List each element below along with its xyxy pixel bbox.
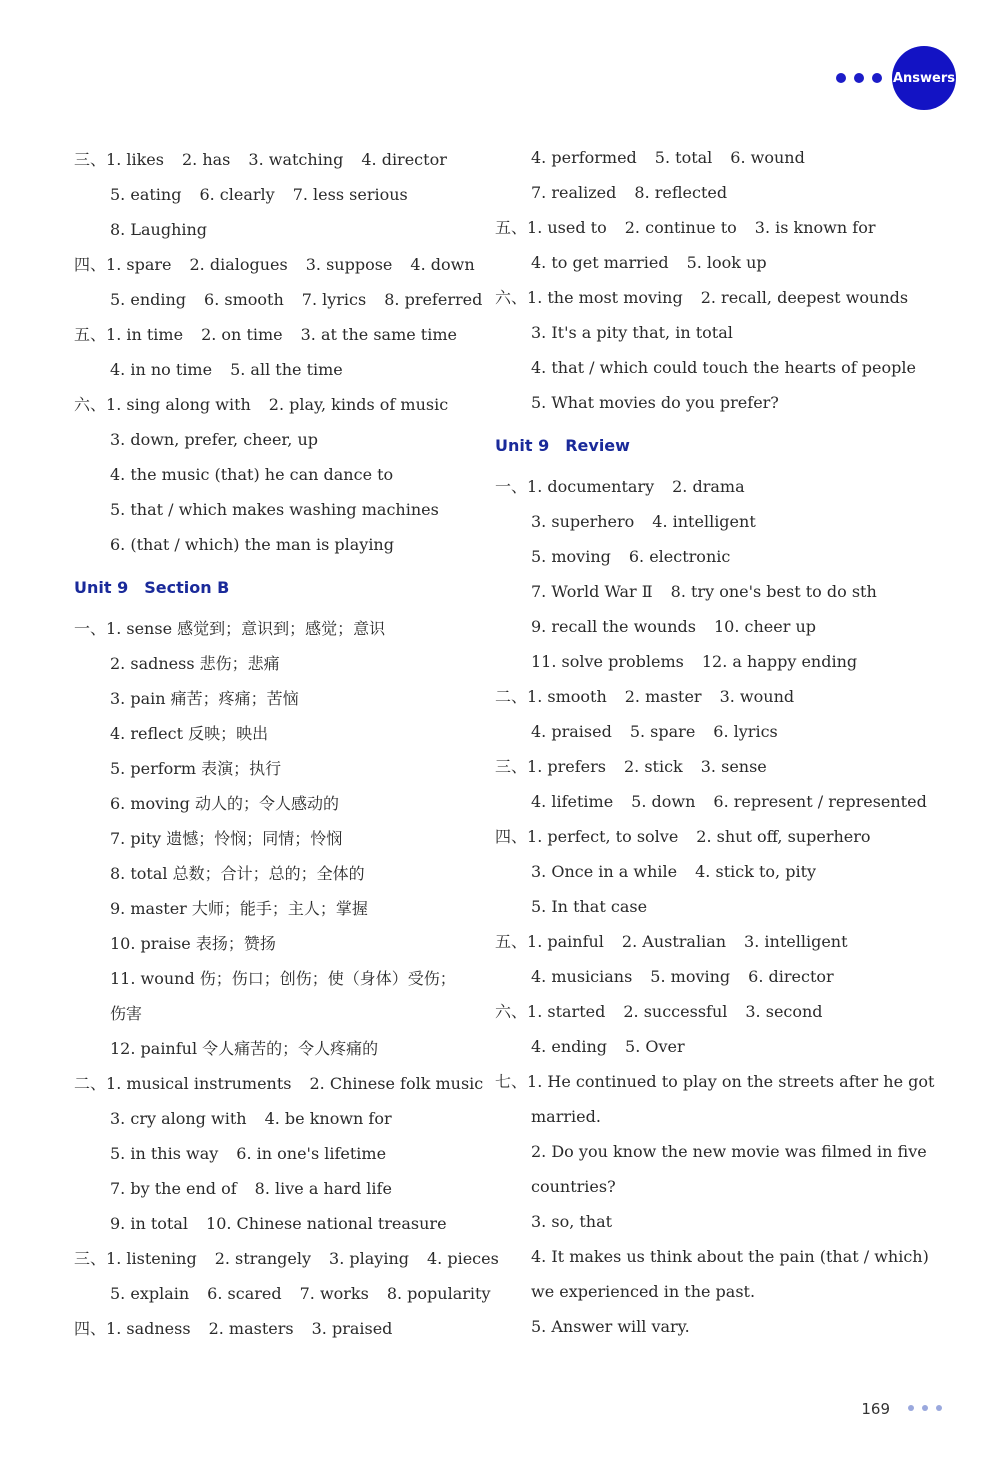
answer-line — [495, 827, 889, 847]
question-number: 五、 — [74, 325, 107, 344]
answer-line — [110, 1144, 404, 1164]
answer-item: 1. perfect, to solve — [527, 827, 679, 846]
answer-line — [110, 794, 357, 814]
question-number: 二、 — [74, 1074, 107, 1093]
answer-item: 3. playing — [329, 1249, 409, 1268]
answer-item: 4. It makes us think about the pain (that / which) — [531, 1247, 929, 1266]
answer-item: 2. continue to — [624, 218, 737, 237]
question-number: 三、 — [74, 150, 107, 169]
answer-line — [531, 967, 852, 987]
unit-label: Unit 9 — [495, 436, 550, 455]
answer-item: 6. wound — [730, 148, 805, 167]
answer-item: 1. listening — [106, 1249, 197, 1268]
answer-item: 9. master 大师；能手；主人；掌握 — [110, 899, 368, 918]
question-number: 四、 — [74, 1319, 107, 1338]
answer-item: 4. intelligent — [652, 512, 756, 531]
answer-item: 2. recall, deepest wounds — [700, 288, 909, 307]
answer-item: 2. stick — [623, 757, 683, 776]
answer-item: 6. moving 动人的；令人感动的 — [110, 794, 339, 813]
answer-item: 7. lyrics — [301, 290, 367, 309]
answer-item: 3. suppose — [305, 255, 393, 274]
answer-item: 8. live a hard life — [254, 1179, 392, 1198]
question-number: 六、 — [495, 1002, 528, 1021]
answer-item: 4. reflect 反映；映出 — [110, 724, 269, 743]
answer-item: 1. likes — [106, 150, 164, 169]
answer-item: 2. sadness 悲伤；悲痛 — [110, 654, 280, 673]
answer-item: 8. try one's best to do sth — [670, 582, 877, 601]
answer-line — [110, 535, 412, 555]
answer-line — [495, 687, 812, 707]
question-number: 三、 — [74, 1249, 107, 1268]
answer-item: 9. in total — [110, 1214, 189, 1233]
answer-line — [110, 829, 360, 849]
question-number: 一、 — [495, 477, 528, 496]
page-dots — [900, 1405, 942, 1411]
answer-line — [110, 1214, 465, 1234]
answer-item: 1. documentary — [527, 477, 655, 496]
answer-line — [74, 255, 493, 275]
decor-dot — [872, 73, 882, 83]
answer-item: 6. (that / which) the man is playing — [110, 535, 394, 554]
answer-item: 1. used to — [527, 218, 607, 237]
answer-item: 4. in no time — [110, 360, 213, 379]
answer-item: 5. all the time — [230, 360, 343, 379]
answer-item: 1. smooth — [527, 687, 607, 706]
answer-item: 3. sense — [700, 757, 767, 776]
answer-item: 3. It's a pity that, in total — [531, 323, 733, 342]
answer-item: 6. electronic — [628, 547, 731, 566]
answer-line — [531, 183, 745, 203]
answer-item: 5. spare — [629, 722, 696, 741]
answer-item: 6. director — [748, 967, 834, 986]
answer-item: 5. total — [654, 148, 713, 167]
answer-item: 6. scared — [207, 1284, 282, 1303]
answer-item: 7. works — [299, 1284, 369, 1303]
answer-line — [110, 724, 286, 744]
answer-line — [531, 652, 875, 672]
answer-line — [110, 430, 336, 450]
answer-item: 5. explain — [110, 1284, 190, 1303]
answer-line — [531, 358, 934, 378]
answer-line — [531, 1037, 703, 1057]
answer-item: 2. successful — [623, 1002, 728, 1021]
answer-item: 10. praise 表扬；赞扬 — [110, 934, 276, 953]
answer-item: 5. down — [631, 792, 696, 811]
answer-item: 5. Answer will vary. — [531, 1317, 690, 1336]
answer-item: 4. ending — [531, 1037, 608, 1056]
answer-line — [495, 218, 893, 238]
answer-line — [110, 934, 294, 954]
answer-line — [110, 1179, 410, 1199]
unit-label: Unit 9 — [74, 578, 129, 597]
answer-item: 8. Laughing — [110, 220, 208, 239]
answer-line — [74, 325, 475, 345]
answer-item: 8. preferred — [384, 290, 483, 309]
answer-item: 8. popularity — [386, 1284, 491, 1303]
section-heading — [74, 578, 229, 597]
answer-line — [531, 1212, 630, 1232]
answer-line — [495, 757, 785, 777]
answer-item: 2. drama — [672, 477, 745, 496]
answer-item: 10. Chinese national treasure — [206, 1214, 447, 1233]
answer-item: 4. down — [410, 255, 475, 274]
answer-line — [531, 253, 785, 273]
answer-line — [531, 862, 834, 882]
answer-item: 3. intelligent — [744, 932, 848, 951]
answer-item: 4. stick to, pity — [695, 862, 817, 881]
answer-item: 9. recall the wounds — [531, 617, 696, 636]
answer-item: 3. is known for — [754, 218, 876, 237]
answer-item: 11. wound 伤；伤口；创伤；使（身体）受伤； — [110, 969, 456, 988]
answer-line — [531, 1107, 619, 1127]
question-number: 六、 — [74, 395, 107, 414]
answer-item: countries? — [531, 1177, 616, 1196]
answer-item: 3. wound — [719, 687, 795, 706]
answer-line — [531, 512, 774, 532]
answer-item: 1. the most moving — [527, 288, 683, 307]
answer-line — [531, 148, 823, 168]
question-number: 一、 — [74, 619, 107, 638]
answer-line — [110, 220, 225, 240]
answer-item: 7. pity 遗憾；怜悯；同情；怜悯 — [110, 829, 343, 848]
answer-item: 7. by the end of — [110, 1179, 237, 1198]
decor-dot — [936, 1405, 942, 1411]
answer-item: 2. play, kinds of music — [268, 395, 449, 414]
answer-item: 4. pieces — [427, 1249, 499, 1268]
answer-item: 6. smooth — [204, 290, 284, 309]
answer-line — [74, 395, 466, 415]
answer-line — [110, 360, 361, 380]
answer-item: 1. spare — [106, 255, 172, 274]
answer-item: 1. He continued to play on the streets after he got — [527, 1072, 935, 1091]
answer-item: 5. eating — [110, 185, 182, 204]
section-label: Review — [565, 436, 630, 455]
answer-line — [110, 759, 299, 779]
answer-line — [110, 899, 386, 919]
answer-item: 3. second — [745, 1002, 823, 1021]
answer-item: 3. Once in a while — [531, 862, 678, 881]
answer-item: 3. down, prefer, cheer, up — [110, 430, 319, 449]
answer-line — [110, 654, 298, 674]
answer-item: 3. watching — [248, 150, 344, 169]
answer-item: 4. director — [361, 150, 447, 169]
answer-line — [110, 1109, 410, 1129]
answer-line — [110, 969, 474, 989]
answer-item: 2. has — [181, 150, 231, 169]
answer-item: 3. cry along with — [110, 1109, 247, 1128]
answer-item: 4. performed — [531, 148, 637, 167]
answer-line — [110, 864, 383, 884]
answer-item: 2. Do you know the new movie was filmed in five — [531, 1142, 927, 1161]
answer-item: 2. masters — [208, 1319, 294, 1338]
decor-dot — [854, 73, 864, 83]
answer-item: 12. a happy ending — [701, 652, 858, 671]
answer-item: 4. the music (that) he can dance to — [110, 465, 394, 484]
answer-item: 7. less serious — [292, 185, 408, 204]
answer-line — [531, 1177, 634, 1197]
question-number: 七、 — [495, 1072, 528, 1091]
answer-item: 2. on time — [201, 325, 283, 344]
answer-item: 3. so, that — [531, 1212, 613, 1231]
answer-item: 1. prefers — [527, 757, 606, 776]
answer-item: 1. sing along with — [106, 395, 251, 414]
answer-item: 伤害 — [110, 1004, 143, 1023]
answer-line — [74, 150, 465, 170]
answer-line — [531, 547, 748, 567]
answers-badge: Answers — [892, 46, 956, 110]
answer-line — [110, 185, 426, 205]
answer-item: 2. shut off, superhero — [696, 827, 871, 846]
answer-line — [74, 619, 403, 639]
answer-item: 5. moving — [531, 547, 611, 566]
answer-item: 11. solve problems — [531, 652, 684, 671]
answer-item: 5. perform 表演；执行 — [110, 759, 282, 778]
answer-line — [110, 465, 411, 485]
question-number: 五、 — [495, 218, 528, 237]
answers-badge-group — [836, 46, 956, 110]
answer-line — [110, 1004, 160, 1024]
section-label: Section B — [144, 578, 230, 597]
answer-line — [495, 932, 866, 952]
answer-item: 7. realized — [531, 183, 617, 202]
answer-item: 3. pain 痛苦；疼痛；苦恼 — [110, 689, 299, 708]
answer-line — [531, 393, 797, 413]
question-number: 四、 — [495, 827, 528, 846]
answer-item: 4. lifetime — [531, 792, 614, 811]
answer-item: married. — [531, 1107, 601, 1126]
answer-item: 5. Over — [625, 1037, 685, 1056]
answer-item: 6. represent / represented — [713, 792, 927, 811]
answer-item: 1. started — [527, 1002, 606, 1021]
answer-item: 5. moving — [650, 967, 731, 986]
answer-line — [531, 1317, 708, 1337]
answer-item: 1. sadness — [106, 1319, 191, 1338]
answer-item: 1. painful — [527, 932, 604, 951]
decor-dot — [922, 1405, 928, 1411]
answer-item: 5. In that case — [531, 897, 648, 916]
page-number: 169 — [861, 1400, 890, 1418]
answer-line — [495, 477, 763, 497]
answer-line — [495, 288, 926, 308]
question-number: 五、 — [495, 932, 528, 951]
answer-line — [531, 617, 834, 637]
answer-item: 6. clearly — [199, 185, 275, 204]
answer-line — [531, 722, 796, 742]
answer-item: 5. What movies do you prefer? — [531, 393, 779, 412]
question-number: 三、 — [495, 757, 528, 776]
answer-line — [531, 1282, 773, 1302]
answer-item: 5. in this way — [110, 1144, 219, 1163]
answer-item: 10. cheer up — [713, 617, 816, 636]
answer-line — [110, 1284, 509, 1304]
answer-item: 2. master — [624, 687, 702, 706]
answer-item: we experienced in the past. — [531, 1282, 756, 1301]
answer-line — [110, 290, 500, 310]
answer-line — [110, 1039, 396, 1059]
answer-item: 3. at the same time — [300, 325, 457, 344]
answer-item: 1. musical instruments — [106, 1074, 292, 1093]
answer-line — [531, 1247, 947, 1267]
answer-item: 4. musicians — [531, 967, 633, 986]
answer-item: 6. in one's lifetime — [236, 1144, 387, 1163]
answer-item: 5. look up — [686, 253, 767, 272]
answer-item: 1. in time — [106, 325, 184, 344]
answer-item: 6. lyrics — [713, 722, 778, 741]
answer-item: 4. praised — [531, 722, 612, 741]
answer-item: 7. World War Ⅱ — [531, 582, 653, 601]
answer-item: 8. total 总数；合计；总的；全体的 — [110, 864, 365, 883]
answer-line — [495, 1002, 841, 1022]
answer-item: 4. be known for — [264, 1109, 392, 1128]
answer-item: 5. that / which makes washing machines — [110, 500, 439, 519]
answer-item: 2. Chinese folk music — [309, 1074, 484, 1093]
answer-line — [531, 897, 665, 917]
answer-line — [531, 582, 895, 602]
answer-item: 4. that / which could touch the hearts of people — [531, 358, 916, 377]
section-heading — [495, 436, 630, 455]
question-number: 六、 — [495, 288, 528, 307]
answer-item: 2. dialogues — [189, 255, 288, 274]
answer-line — [74, 1319, 410, 1339]
answer-line — [531, 323, 751, 343]
answer-line — [74, 1074, 501, 1094]
answer-item: 2. Australian — [621, 932, 727, 951]
answer-line — [495, 1072, 952, 1092]
answer-line — [74, 1249, 517, 1269]
answer-line — [110, 689, 317, 709]
answer-item: 1. sense 感觉到；意识到；感觉；意识 — [106, 619, 386, 638]
answer-line — [531, 1142, 945, 1162]
decor-dot — [836, 73, 846, 83]
answer-item: 5. ending — [110, 290, 187, 309]
answer-item: 3. superhero — [531, 512, 635, 531]
decor-dot — [908, 1405, 914, 1411]
answer-line — [110, 500, 457, 520]
answer-item: 8. reflected — [634, 183, 728, 202]
answer-item: 3. praised — [311, 1319, 393, 1338]
answer-item: 12. painful 令人痛苦的；令人疼痛的 — [110, 1039, 379, 1058]
answer-item: 4. to get married — [531, 253, 669, 272]
question-number: 二、 — [495, 687, 528, 706]
question-number: 四、 — [74, 255, 107, 274]
answer-line — [531, 792, 945, 812]
answer-item: 2. strangely — [214, 1249, 312, 1268]
